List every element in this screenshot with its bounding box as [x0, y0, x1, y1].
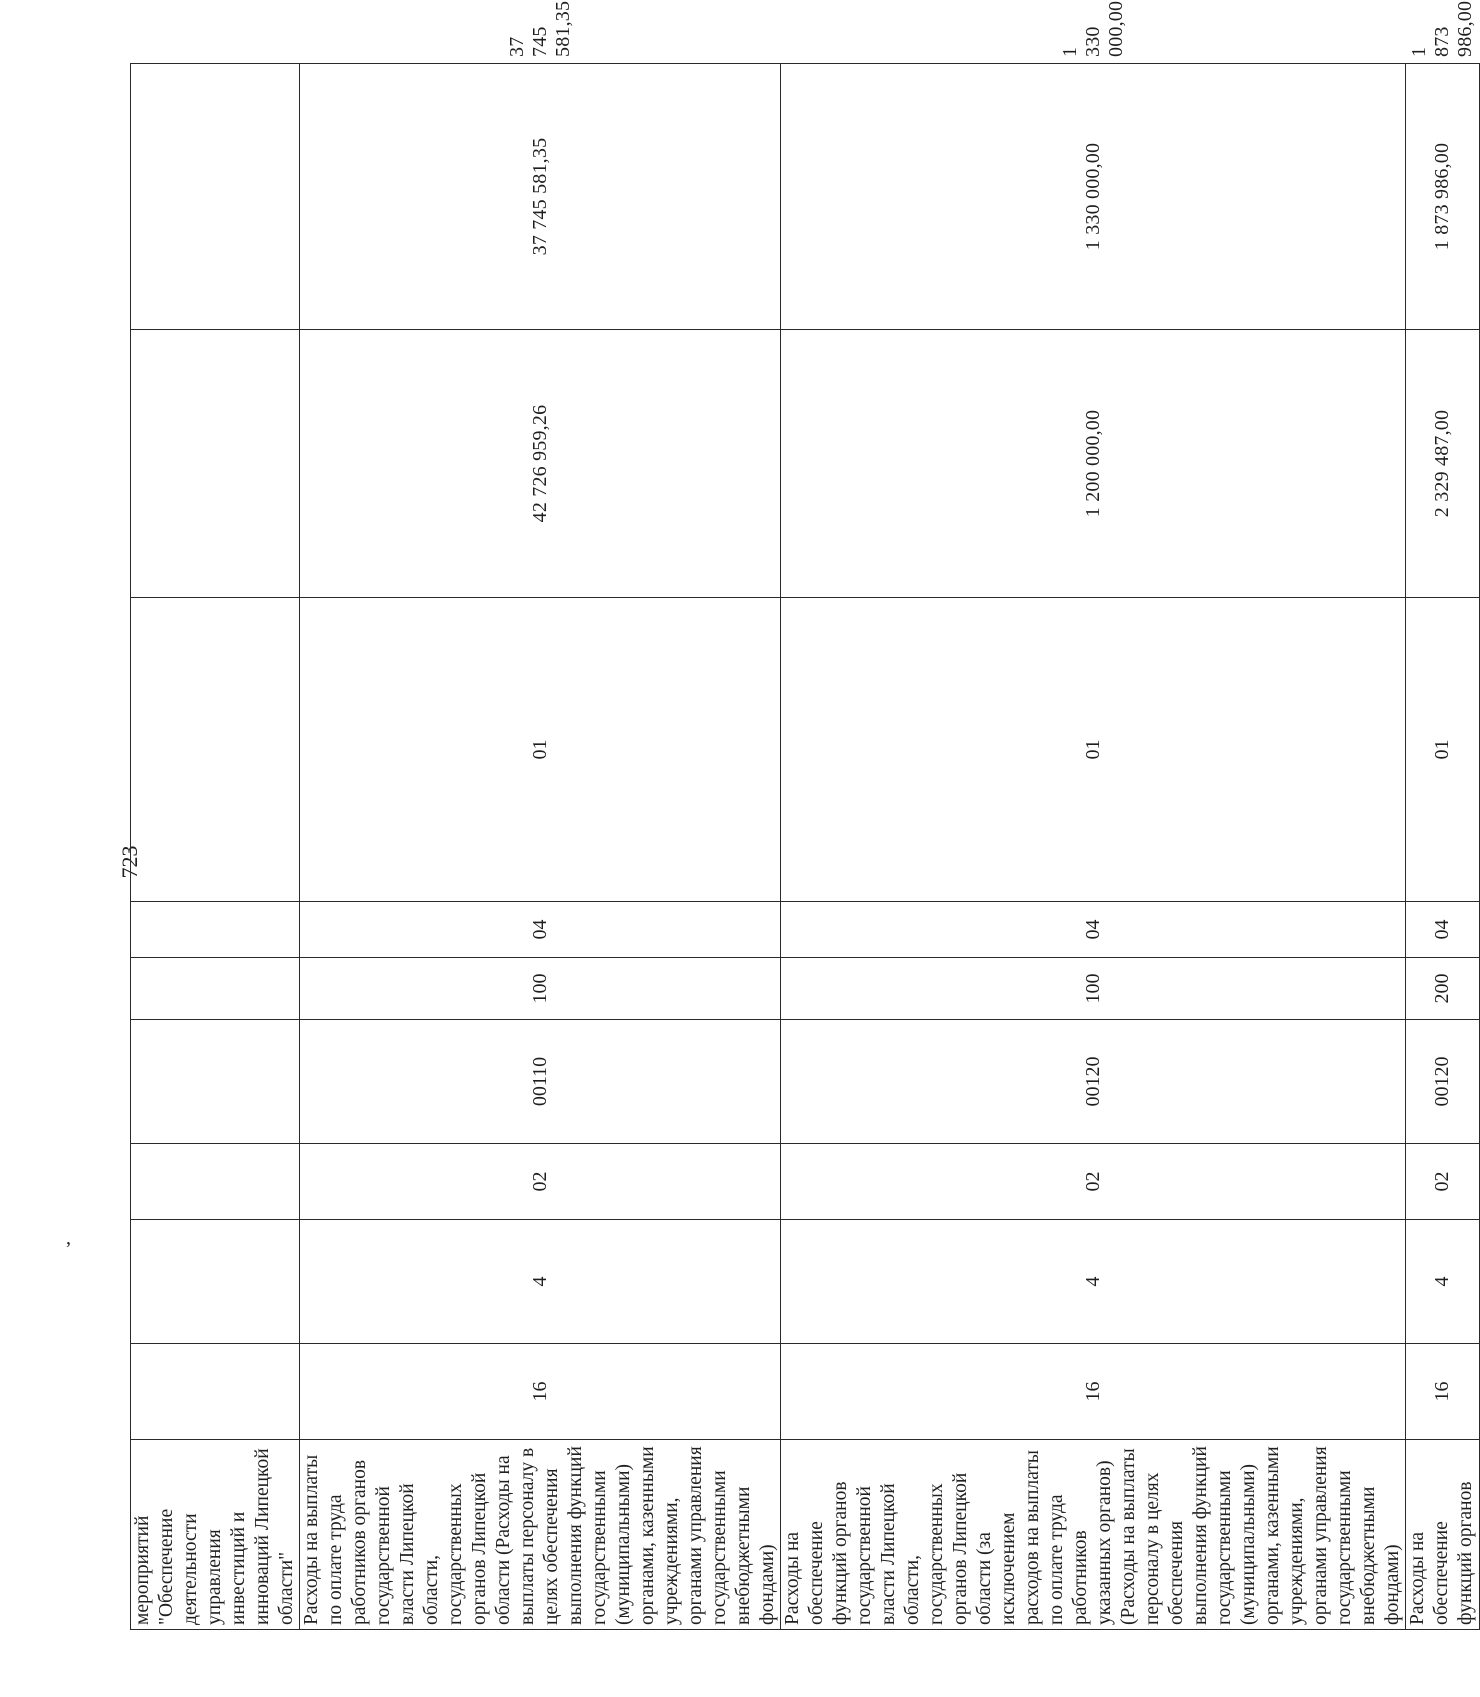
cell-code-1: 16 [300, 1344, 781, 1440]
cell-amount-2 [131, 64, 300, 330]
budget-table [130, 0, 1480, 1630]
table-row [131, 64, 300, 1630]
rotated-table-container [130, 0, 1476, 1630]
cell-code-7: 01 [300, 598, 781, 902]
cell-code-7 [131, 598, 300, 902]
cell-amount-1: 1 200 000,00 [781, 330, 1406, 598]
cell-code-5: 100 [300, 958, 781, 1020]
cell-code-5: 200 [1406, 958, 1480, 1020]
cell-code-4: 00120 [781, 1020, 1406, 1144]
cell-code-6: 04 [300, 902, 781, 958]
cell-code-7: 01 [1406, 598, 1480, 902]
table-row: Расходы на обеспечение функций органов 16 4 02 00120 200 04 01 2 329 487,00 1 873 986,00 1 873 986,00 [1406, 64, 1480, 1630]
cell-amount-2: 37 745 581,35 [300, 64, 781, 330]
cell-amount-1 [131, 330, 300, 598]
cell-code-4: 00120 [1406, 1020, 1480, 1144]
table-row: Расходы на выплаты по оплате труда работников органов государственной власти Липецкой области, государственных органов Липецкой области (Расходы на выплаты персоналу в целях обеспечения выполнения функций государственными (муниципальными) органами, казенными учреждениями, органами управления государственными внебюджетными фондами) 16 4 02 00110 100 04 01 42 726 959,26 37 745 581,35 37 745 581,35 [300, 64, 781, 1630]
cell-code-1 [131, 1344, 300, 1440]
cell-code-4 [131, 1020, 300, 1144]
cell-code-3 [131, 1144, 300, 1220]
row-description: Расходы на обеспечение функций органов государственной власти Липецкой области, государственных органов Липецкой области (за исключением расходов на выплаты по оплате труда работников указанных органов) (Расходы на выплаты персоналу в целях обеспечения выполнения функций государственными (муниципальными) органами, казенными учреждениями, органами управления государственными внебюджетными фондами) [781, 1440, 1406, 1630]
cell-code-3: 02 [1406, 1144, 1480, 1220]
cell-code-2: 4 [1406, 1220, 1480, 1344]
page-number: 723 [117, 845, 142, 879]
cell-code-6: 04 [1406, 902, 1480, 958]
cell-amount-1: 42 726 959,26 [300, 330, 781, 598]
cell-code-5: 100 [781, 958, 1406, 1020]
cell-code-3: 02 [781, 1144, 1406, 1220]
row-description: Расходы на выплаты по оплате труда работников органов государственной власти Липецкой области, государственных органов Липецкой области (Расходы на выплаты персоналу в целях обеспечения выполнения функций государственными (муниципальными) органами, казенными учреждениями, органами управления государственными внебюджетными фондами) [300, 1440, 781, 1630]
cell-code-1: 16 [1406, 1344, 1480, 1440]
stray-mark: , [66, 1227, 71, 1249]
cell-code-6 [131, 902, 300, 958]
cell-amount-1: 2 329 487,00 [1406, 330, 1480, 598]
row-description: мероприятий "Обеспечение деятельности управления инвестиций и инноваций Липецкой области" [131, 1440, 300, 1630]
cell-amount-2: 1 873 986,00 [1406, 64, 1480, 330]
table-row: Расходы на обеспечение функций органов государственной власти Липецкой области, государственных органов Липецкой области (за исключением расходов на выплаты по оплате труда работников указанных органов) (Расходы на выплаты персоналу в целях обеспечения выполнения функций государственными (муниципальными) органами, казенными учреждениями, органами управления государственными внебюджетными фондами) 16 4 02 00120 100 04 01 1 200 000,00 1 330 000,00 1 330 000,00 [781, 64, 1406, 1630]
cell-code-4: 00110 [300, 1020, 781, 1144]
cell-code-3: 02 [300, 1144, 781, 1220]
cell-code-6: 04 [781, 902, 1406, 958]
cell-code-2: 4 [300, 1220, 781, 1344]
cell-code-5 [131, 958, 300, 1020]
cell-code-2 [131, 1220, 300, 1344]
cell-code-2: 4 [781, 1220, 1406, 1344]
cell-code-1: 16 [781, 1344, 1406, 1440]
cell-amount-2: 1 330 000,00 [781, 64, 1406, 330]
cell-code-7: 01 [781, 598, 1406, 902]
row-description: Расходы на обеспечение функций органов [1406, 1440, 1480, 1630]
